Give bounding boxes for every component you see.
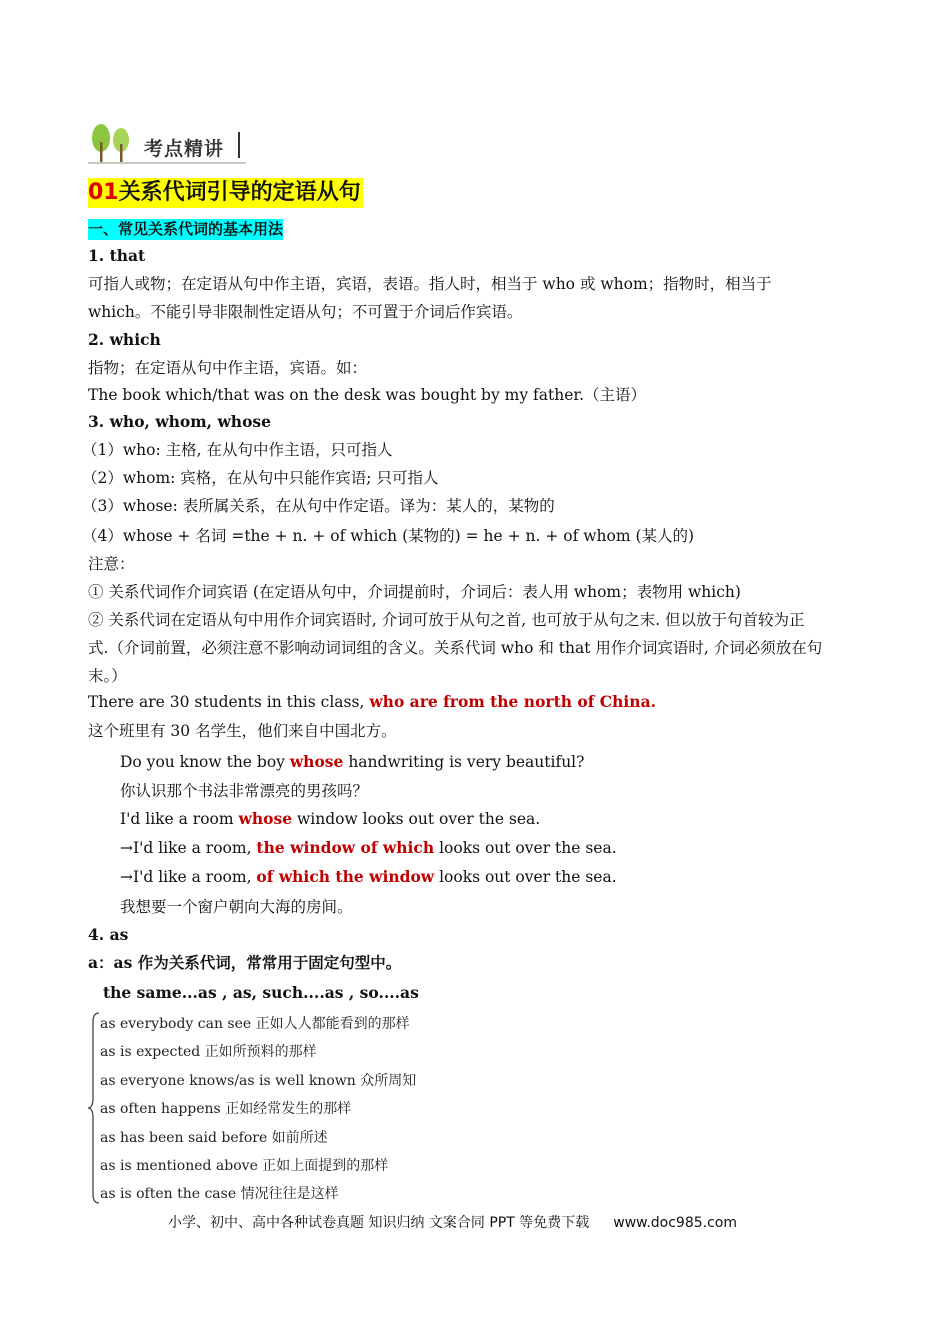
note-item: ① 关系代词作介词宾语 (在定语从句中，介词提前时，介词后：表人用 whom；表物用 which) (88, 583, 741, 601)
paragraph-text: 可指人或物；在定语从句中作主语，宾语，表语。指人时，相当于 who 或 whom；指物时，相当于 (88, 275, 772, 293)
example-text: I'd like a room (120, 810, 239, 828)
sentence-patterns: the same...as , as, such....as , so....as (103, 983, 419, 1002)
example-text: looks out over the sea. (434, 868, 617, 886)
footer-site-link[interactable]: www.doc985.com (613, 1215, 737, 1231)
list-item: as has been said before 如前所述 (100, 1129, 328, 1146)
as-phrase-list (100, 1010, 416, 1209)
note-item: 末。） (88, 667, 127, 685)
example-translation: 你认识那个书法非常漂亮的男孩吗？ (120, 782, 369, 800)
example-emphasis: who are from the north of China. (369, 692, 657, 711)
list-item: as everyone knows/as is well known 众所周知 (100, 1072, 417, 1089)
banner-cursor-bar (238, 132, 240, 158)
banner-title: 考点精讲 (144, 138, 225, 160)
paragraph-text: a：as 作为关系代词，常常用于固定句型中。 (88, 953, 402, 972)
subsection-title: 一、常见关系代词的基本用法 (88, 220, 284, 238)
example-translation: 我想要一个窗户朝向大海的房间。 (120, 898, 353, 916)
section-number: 01 (88, 180, 119, 205)
example-sentence (120, 866, 617, 888)
example-emphasis: whose (289, 752, 344, 771)
section-title (88, 178, 363, 208)
paragraph-text: which。不能引导非限制性定语从句；不可置于介词后作宾语。 (88, 303, 523, 321)
example-sentence (88, 691, 656, 713)
heading-who-whom-whose: 3. who, whom, whose (88, 412, 272, 431)
example-sentence (120, 808, 540, 830)
list-item: as everybody can see 正如人人都能看到的那样 (100, 1016, 410, 1032)
example-text: →I'd like a room, (120, 868, 257, 886)
paragraph-text: 指物；在定语从句中作主语，宾语。如： (88, 359, 368, 377)
example-sentence: The book which/that was on the desk was bought by my father.（主语） (88, 386, 647, 404)
list-item: as often happens 正如经常发生的那样 (100, 1101, 352, 1118)
page-footer (168, 1212, 737, 1232)
example-text: There are 30 students in this class, (88, 693, 370, 711)
heading-which: 2. which (88, 330, 161, 349)
note-label: 注意： (88, 555, 135, 573)
example-sentence (120, 837, 617, 859)
list-item: （2）whom: 宾格，在从句中只能作宾语; 只可指人 (82, 469, 439, 487)
example-emphasis: whose (238, 809, 293, 828)
heading-as: 4. as (88, 925, 129, 944)
example-text: →I'd like a room, (120, 839, 257, 857)
list-item: （4）whose + 名词 =the + n. + of which (某物的) = he + n. + of whom (某人的) (82, 527, 695, 545)
example-text: Do you know the boy (120, 753, 290, 771)
list-item: as is often the case 情况往往是这样 (100, 1186, 339, 1203)
banner-underline (88, 162, 246, 164)
footer-text: 小学、初中、高中各种试卷真题 知识归纳 文案合同 PPT 等免费下载 (168, 1215, 590, 1231)
list-item: （1）who: 主格, 在从句中作主语，只可指人 (82, 441, 393, 459)
heading-that: 1. that (88, 246, 146, 265)
list-item: as is expected 正如所预料的那样 (100, 1044, 317, 1061)
example-text: handwriting is very beautiful? (343, 753, 585, 771)
note-item: 式.（介词前置，必须注意不影响动词词组的含义。关系代词 who 和 that 用作介词宾语时, 介词必须放在句 (88, 639, 823, 657)
curly-brace-icon (88, 1012, 100, 1204)
section-banner (88, 122, 248, 166)
example-text: looks out over the sea. (434, 839, 617, 857)
example-text: window looks out over the sea. (292, 810, 541, 828)
section-title-text: 关系代词引导的定语从句 (118, 180, 361, 205)
note-item: ② 关系代词在定语从句中用作介词宾语时, 介词可放于从句之首, 也可放于从句之末. 但以放于句首较为正 (88, 611, 805, 629)
example-translation: 这个班里有 30 名学生，他们来自中国北方。 (88, 722, 397, 740)
list-item: as is mentioned above 正如上面提到的那样 (100, 1157, 389, 1174)
list-item: （3）whose: 表所属关系，在从句中作定语。译为：某人的，某物的 (82, 497, 555, 515)
example-emphasis: the window of which (256, 838, 435, 857)
example-sentence (120, 751, 584, 773)
tree-icon (88, 122, 136, 164)
example-emphasis: of which the window (256, 867, 435, 886)
